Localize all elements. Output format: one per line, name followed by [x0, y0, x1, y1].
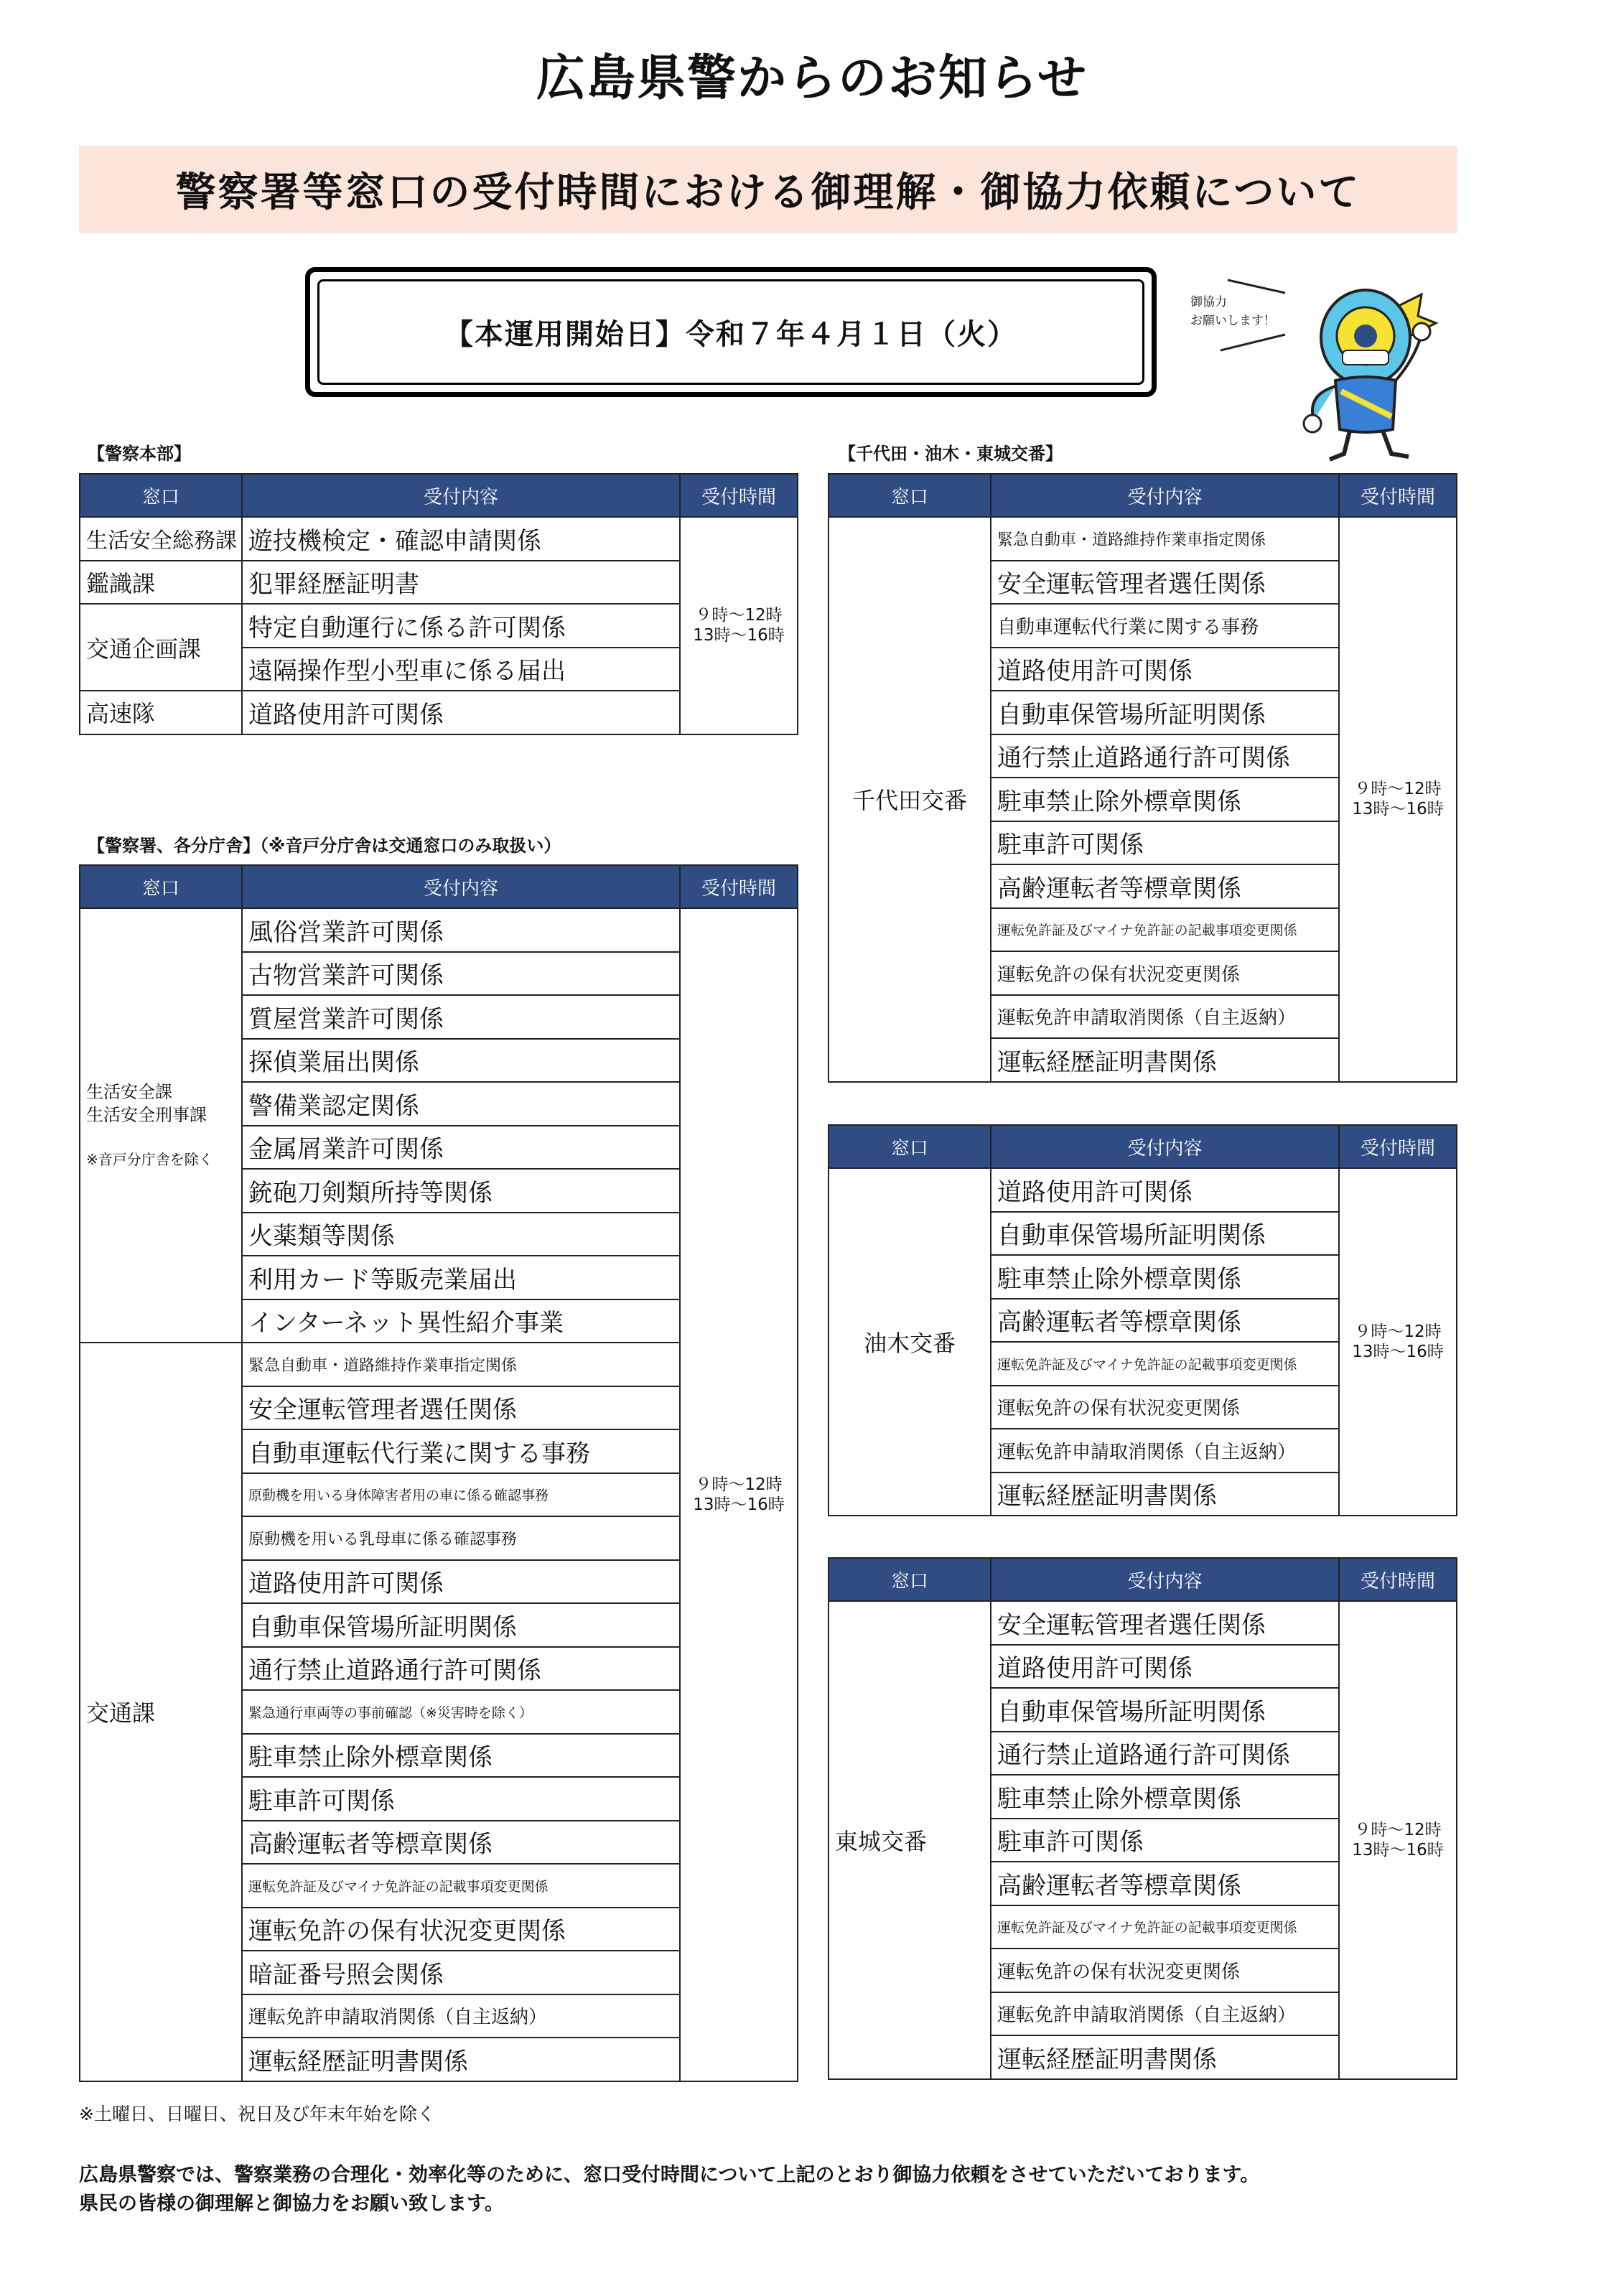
table-row: [80, 908, 798, 952]
content-cell: 質屋営業許可関係: [242, 995, 680, 1039]
content-cell: 運転免許申請取消関係（自主返納）: [991, 1992, 1339, 2036]
content-cell: 道路使用許可関係: [242, 1560, 680, 1604]
stations-section-label: 【警察署、各分庁舎】（※音戸分庁舎は交通窓口のみ取扱い）: [88, 836, 561, 856]
content-cell: 暗証番号照会関係: [242, 1951, 680, 1994]
table-row: [829, 517, 1457, 561]
footer-note: ※土曜日、日曜日、祝日及び年末年始を除く: [79, 2104, 435, 2124]
mascot-speech-line1: 御協力: [1190, 295, 1227, 309]
mascot-speech-line2: お願いします！: [1190, 314, 1276, 328]
content-cell: 駐車禁止除外標章関係: [991, 778, 1339, 821]
start-date-box: [305, 267, 1157, 397]
content-cell: 遊技機検定・確認申請関係: [242, 517, 680, 561]
table-header-row: [829, 474, 1457, 517]
table-row: [829, 1601, 1457, 1645]
hours-cell: ９時～12時 13時～16時: [680, 908, 798, 2081]
content-cell: 高齢運転者等標章関係: [991, 1299, 1339, 1343]
content-cell: 運転免許の保有状況変更関係: [242, 1908, 680, 1951]
hours-cell: ９時～12時 13時～16時: [1339, 1168, 1457, 1516]
content-cell: 駐車許可関係: [242, 1777, 680, 1821]
footer-line1: 広島県警察では、警察業務の合理化・効率化等のために、窓口受付時間について上記のとおり御協力依頼をさせていただいております。: [79, 2164, 1260, 2186]
content-cell: 自動車保管場所証明関係: [242, 1603, 680, 1647]
content-cell: インターネット異性紹介事業: [242, 1299, 680, 1343]
tojo-table: [828, 1557, 1457, 2080]
stations-table: [79, 864, 798, 2082]
content-cell: 古物営業許可関係: [242, 952, 680, 996]
window-cell: 交通課: [80, 1343, 242, 2081]
content-cell: 運転免許の保有状況変更関係: [991, 1949, 1339, 1992]
content-cell: 駐車禁止除外標章関係: [991, 1255, 1339, 1299]
hours-cell: ９時～12時 13時～16時: [680, 517, 798, 734]
content-cell: 運転免許証及びマイナ免許証の記載事項変更関係: [991, 1905, 1339, 1949]
content-cell: 運転免許申請取消関係（自主返納）: [242, 1994, 680, 2038]
content-cell: 探偵業届出関係: [242, 1039, 680, 1083]
content-cell: 銃砲刀剣類所持等関係: [242, 1169, 680, 1213]
hours-cell: ９時～12時 13時～16時: [1339, 517, 1457, 1082]
hq-section-label: 【警察本部】: [88, 444, 191, 464]
content-cell: 運転免許の保有状況変更関係: [991, 951, 1339, 995]
content-cell: 犯罪経歴証明書: [242, 561, 680, 605]
header-window: 窓口: [829, 1558, 991, 1601]
content-cell: 道路使用許可関係: [242, 691, 680, 734]
header-hours: 受付時間: [1339, 1125, 1457, 1168]
content-cell: 道路使用許可関係: [991, 1645, 1339, 1689]
window-cell: 生活安全総務課: [80, 517, 242, 561]
yuki-table: [828, 1124, 1457, 1516]
content-cell: 運転免許証及びマイナ免許証の記載事項変更関係: [991, 908, 1339, 952]
content-cell: 運転免許証及びマイナ免許証の記載事項変更関係: [991, 1342, 1339, 1386]
content-cell: 駐車禁止除外標章関係: [991, 1775, 1339, 1819]
content-cell: 高齢運転者等標章関係: [242, 1821, 680, 1865]
header-window: 窓口: [829, 474, 991, 517]
content-cell: 運転経歴証明書関係: [242, 2038, 680, 2081]
content-cell: 駐車許可関係: [991, 821, 1339, 865]
window-cell: 生活安全課 生活安全刑事課 ※音戸分庁舎を除く: [80, 908, 242, 1343]
content-cell: 特定自動運行に係る許可関係: [242, 604, 680, 648]
content-cell: 通行禁止道路通行許可関係: [991, 734, 1339, 778]
content-cell: 運転免許の保有状況変更関係: [991, 1386, 1339, 1429]
table-header-row: [829, 1125, 1457, 1168]
content-cell: 駐車禁止除外標章関係: [242, 1734, 680, 1778]
window-cell: 高速隊: [80, 691, 242, 734]
content-cell: 駐車許可関係: [991, 1819, 1339, 1862]
start-date-text: 【本運用開始日】令和７年４月１日（火）: [317, 279, 1144, 385]
content-cell: 原動機を用いる乳母車に係る確認事務: [242, 1516, 680, 1560]
content-cell: 通行禁止道路通行許可関係: [242, 1647, 680, 1691]
content-cell: 緊急自動車・道路維持作業車指定関係: [242, 1343, 680, 1386]
content-cell: 安全運転管理者選任関係: [991, 1601, 1339, 1645]
table-row: [80, 517, 798, 561]
content-cell: 原動機を用いる身体障害者用の車に係る確認事務: [242, 1473, 680, 1517]
content-cell: 安全運転管理者選任関係: [991, 561, 1339, 605]
hours-cell: ９時～12時 13時～16時: [1339, 1601, 1457, 2079]
window-cell: 交通企画課: [80, 604, 242, 691]
table-header-row: [80, 865, 798, 908]
content-cell: 緊急自動車・道路維持作業車指定関係: [991, 517, 1339, 561]
hq-table: [79, 473, 798, 735]
table-row: [829, 1168, 1457, 1212]
footer-line2: 県民の皆様の御理解と御協力をお願い致します。: [79, 2193, 504, 2215]
content-cell: 運転免許証及びマイナ免許証の記載事項変更関係: [242, 1864, 680, 1908]
content-cell: 高齢運転者等標章関係: [991, 864, 1339, 908]
header-hours: 受付時間: [680, 865, 798, 908]
window-cell: 東城交番: [829, 1601, 991, 2079]
content-cell: 道路使用許可関係: [991, 1168, 1339, 1212]
header-window: 窓口: [80, 474, 242, 517]
content-cell: 自動車保管場所証明関係: [991, 691, 1339, 734]
content-cell: 運転免許申請取消関係（自主返納）: [991, 995, 1339, 1039]
header-hours: 受付時間: [1339, 474, 1457, 517]
content-cell: 火薬類等関係: [242, 1213, 680, 1256]
footer-message: [79, 2161, 1259, 2218]
table-header-row: [80, 474, 798, 517]
page-title: 広島県警からのお知らせ: [536, 50, 1088, 107]
content-cell: 自動車運転代行業に関する事務: [991, 604, 1339, 648]
subtitle-banner: 警察署等窓口の受付時間における御理解・御協力依頼について: [79, 146, 1457, 233]
table-header-row: [829, 1558, 1457, 1601]
header-window: 窓口: [829, 1125, 991, 1168]
content-cell: 高齢運転者等標章関係: [991, 1862, 1339, 1905]
content-cell: 自動車保管場所証明関係: [991, 1212, 1339, 1256]
header-content: 受付内容: [242, 474, 680, 517]
content-cell: 運転経歴証明書関係: [991, 1473, 1339, 1516]
header-hours: 受付時間: [1339, 1558, 1457, 1601]
police-mascot-icon: [1177, 266, 1465, 467]
header-content: 受付内容: [991, 1125, 1339, 1168]
chiyoda-table: [828, 473, 1457, 1083]
content-cell: 金属屑業許可関係: [242, 1126, 680, 1170]
content-cell: 安全運転管理者選任関係: [242, 1386, 680, 1430]
koban-section-label: 【千代田・油木・東城交番】: [839, 444, 1063, 464]
content-cell: 運転経歴証明書関係: [991, 1038, 1339, 1082]
content-cell: 遠隔操作型小型車に係る届出: [242, 648, 680, 691]
window-cell: 鑑識課: [80, 561, 242, 605]
content-cell: 自動車運転代行業に関する事務: [242, 1429, 680, 1473]
header-window: 窓口: [80, 865, 242, 908]
content-cell: 通行禁止道路通行許可関係: [991, 1732, 1339, 1775]
window-cell: 油木交番: [829, 1168, 991, 1516]
header-content: 受付内容: [242, 865, 680, 908]
content-cell: 運転経歴証明書関係: [991, 2035, 1339, 2079]
window-cell: 千代田交番: [829, 517, 991, 1082]
content-cell: 緊急通行車両等の事前確認（※災害時を除く）: [242, 1690, 680, 1734]
header-hours: 受付時間: [680, 474, 798, 517]
content-cell: 運転免許申請取消関係（自主返納）: [991, 1429, 1339, 1473]
content-cell: 警備業認定関係: [242, 1082, 680, 1126]
header-content: 受付内容: [991, 474, 1339, 517]
header-content: 受付内容: [991, 1558, 1339, 1601]
content-cell: 風俗営業許可関係: [242, 908, 680, 952]
content-cell: 利用カード等販売業届出: [242, 1256, 680, 1299]
content-cell: 自動車保管場所証明関係: [991, 1688, 1339, 1732]
content-cell: 道路使用許可関係: [991, 648, 1339, 691]
